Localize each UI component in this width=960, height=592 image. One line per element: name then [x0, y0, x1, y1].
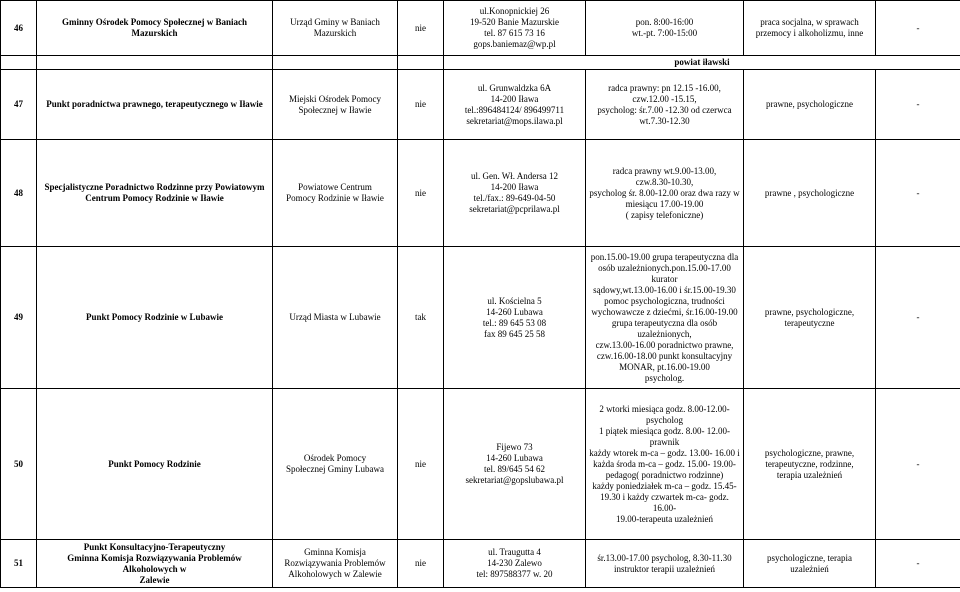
row-number: 46	[1, 1, 37, 56]
table-row	[1, 389, 960, 540]
organizer: Urząd Gminy w Baniach Mazurskich	[273, 1, 398, 56]
row-number: 51	[1, 540, 37, 588]
contact-address: ul. Traugutta 4 14-230 Zalewo tel: 897588377 w. 20	[444, 540, 586, 588]
row-number: 48	[1, 140, 37, 247]
opening-hours: śr.13.00-17.00 psycholog, 8.30-11.30 instruktor terapii uzależnień	[586, 540, 744, 588]
table-row	[1, 140, 960, 247]
row-number: 49	[1, 247, 37, 389]
opening-hours: pon.15.00-19.00 grupa terapeutyczna dla osób uzależnionych.pon.15.00-17.00 kurator sądowy,wt.13.00-16.00 i śr.15.00-19.30 pomoc psychologiczna, trudności wychowawcze z dziećmi, śr.16.00-19.00 grupa terapeutyczna dla osób uzależnionych, czw.13.00-16.00 poradnictwo prawne, czw.16.00-18.00 punkt konsultacyjny MONAR, pt.16.00-19.00 psycholog.	[586, 247, 744, 389]
contact-address: ul. Kościelna 5 14-260 Lubawa tel.: 89 645 53 08 fax 89 645 25 58	[444, 247, 586, 389]
contact-address: ul. Gen. Wł. Andersa 12 14-200 Iława tel./fax.: 89-649-04-50 sekretariat@pcprilawa.pl	[444, 140, 586, 247]
section-spacer	[37, 56, 273, 70]
extra-value: -	[876, 70, 960, 140]
service-scope: prawne , psychologiczne	[744, 140, 876, 247]
flag-value: nie	[398, 70, 444, 140]
extra-value: -	[876, 247, 960, 389]
institution-name: Punkt poradnictwa prawnego, terapeutycznego w Iławie	[37, 70, 273, 140]
service-scope: psychologiczne, terapia uzależnień	[744, 540, 876, 588]
institution-name: Punkt Pomocy Rodzinie w Lubawie	[37, 247, 273, 389]
row-number: 50	[1, 389, 37, 540]
section-spacer	[398, 56, 444, 70]
institution-name: Punkt Pomocy Rodzinie	[37, 389, 273, 540]
opening-hours: radca prawny: pn 12.15 -16.00, czw.12.00 -15.15, psycholog: śr.7.00 -12.30 od czerwca wt.7.30-12.30	[586, 70, 744, 140]
institution-name: Specjalistyczne Poradnictwo Rodzinne przy Powiatowym Centrum Pomocy Rodzinie w Iławie	[37, 140, 273, 247]
flag-value: nie	[398, 540, 444, 588]
section-row	[1, 56, 960, 70]
contact-address: Fijewo 73 14-260 Lubawa tel. 89/645 54 62 sekretariat@gopslubawa.pl	[444, 389, 586, 540]
service-scope: prawne, psychologiczne	[744, 70, 876, 140]
service-scope: praca socjalna, w sprawach przemocy i alkoholizmu, inne	[744, 1, 876, 56]
service-scope: psychologiczne, prawne, terapeutyczne, rodzinne, terapia uzależnień	[744, 389, 876, 540]
institution-name: Gminny Ośrodek Pomocy Społecznej w Baniach Mazurskich	[37, 1, 273, 56]
flag-value: tak	[398, 247, 444, 389]
table-row	[1, 1, 960, 56]
opening-hours: 2 wtorki miesiąca godz. 8.00-12.00- psycholog 1 piątek miesiąca godz. 8.00- 12.00- prawnik każdy wtorek m-ca – godz. 13.00- 16.00 i każda środa m-ca – godz. 15.00- 19.00- pedagog( poradnictwo rodzinne) każdy poniedziałek m-ca – godz. 15.45- 19.30 i każdy czwartek m-ca- godz. 16.00- 19.00-terapeuta uzależnień	[586, 389, 744, 540]
table-row	[1, 540, 960, 588]
organizer: Gminna Komisja Rozwiązywania Problemów Alkoholowych w Zalewie	[273, 540, 398, 588]
extra-value: -	[876, 540, 960, 588]
opening-hours: pon. 8:00-16:00 wt.-pt. 7:00-15:00	[586, 1, 744, 56]
organizer: Ośrodek Pomocy Społecznej Gminy Lubawa	[273, 389, 398, 540]
flag-value: nie	[398, 140, 444, 247]
contact-address: ul. Grunwaldzka 6A 14-200 Iława tel.:896484124/ 896499711 sekretariat@mops.ilawa.pl	[444, 70, 586, 140]
organizer: Miejski Ośrodek Pomocy Społecznej w Iławie	[273, 70, 398, 140]
institution-name: Punkt Konsultacyjno-Terapeutyczny Gminna Komisja Rozwiązywania Problemów Alkoholowych w Zalewie	[37, 540, 273, 588]
organizer: Urząd Miasta w Lubawie	[273, 247, 398, 389]
contact-address: ul.Konopnickiej 26 19-520 Banie Mazurskie tel. 87 615 73 16 gops.baniemaz@wp.pl	[444, 1, 586, 56]
section-title: powiat iławski	[444, 56, 960, 70]
extra-value: -	[876, 140, 960, 247]
section-spacer	[273, 56, 398, 70]
row-number: 47	[1, 70, 37, 140]
flag-value: nie	[398, 389, 444, 540]
organizer: Powiatowe Centrum Pomocy Rodzinie w Iławie	[273, 140, 398, 247]
extra-value: -	[876, 389, 960, 540]
table-row	[1, 70, 960, 140]
section-spacer	[1, 56, 37, 70]
opening-hours: radca prawny wt.9.00-13.00, czw.8.30-10.30, psycholog śr. 8.00-12.00 oraz dwa razy w miesiącu 17.00-19.00 ( zapisy telefoniczne)	[586, 140, 744, 247]
service-scope: prawne, psychologiczne, terapeutyczne	[744, 247, 876, 389]
extra-value: -	[876, 1, 960, 56]
flag-value: nie	[398, 1, 444, 56]
table-row	[1, 247, 960, 389]
